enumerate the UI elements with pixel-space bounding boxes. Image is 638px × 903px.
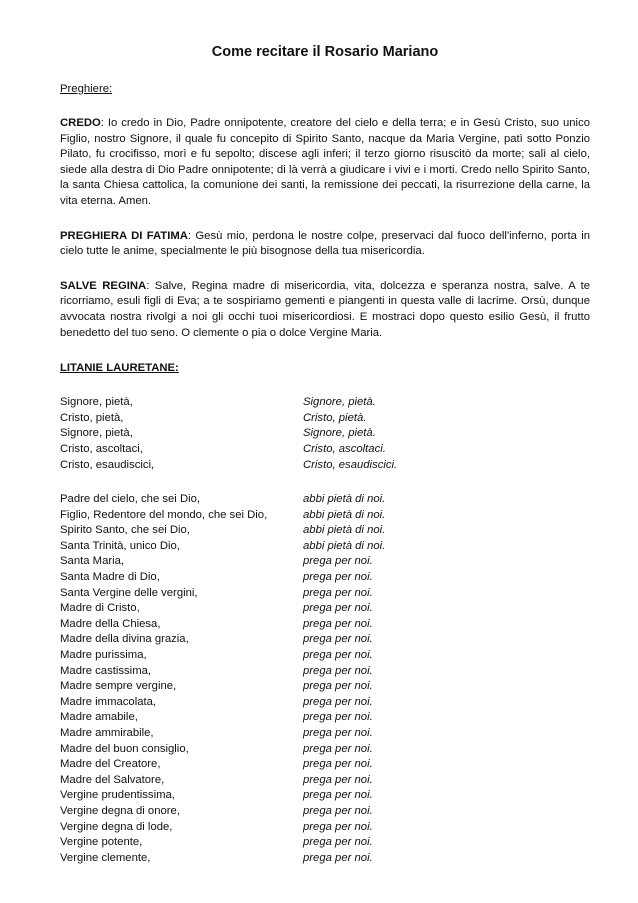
prayer-text: : Gesù mio, perdona le nostre colpe, preservaci dal fuoco dell'inferno, porta in cielo tutte le anime, specialmente le più bisognose della tua misericordia.: [60, 229, 590, 258]
litany-row: [60, 426, 590, 442]
litany-invocation: Signore, pietà,: [60, 396, 133, 409]
litany-row: [60, 710, 590, 726]
prayer-text: : Salve, Regina madre di misericordia, vita, dolcezza e speranza nostra, salve. A te ricorriamo, esuli figli di Eva; a te sospiriamo gementi e piangenti in questa valle di lacrime. Orsù, dunque avvocata nostra rivolgi a noi gli occhi tuoi misericordiosi. E mostraci dopo questo esilio Gesù, il frutto benedetto del tuo seno. O clemente o pia o dolce Vergine Maria.: [60, 279, 590, 339]
prayer-name: SALVE REGINA: [60, 279, 147, 292]
litanie-heading: LITANIE LAURETANE:: [60, 362, 179, 375]
litany-response: Signore, pietà.: [303, 427, 376, 440]
litany-row: [60, 395, 590, 411]
litany-response: prega per noi.: [303, 680, 373, 693]
litany-row: [60, 617, 590, 633]
litany-response: Cristo, pietà.: [303, 411, 367, 424]
litany-response: prega per noi.: [303, 711, 373, 724]
litany-response: prega per noi.: [303, 836, 373, 849]
litany-row: [60, 632, 590, 648]
litany-invocation: Madre ammirabile,: [60, 727, 154, 739]
litany-response: prega per noi.: [303, 555, 373, 568]
prayer-text: : Io credo in Dio, Padre onnipotente, creatore del cielo e della terra; e in Gesù Cristo, suo unico Figlio, nostro Signore, il quale fu concepito di Spirito Santo, nacque da Maria Vergine, patì sotto Ponzio Pilato, fu crocifisso, morì e fu sepolto; discese agli inferi; il terzo giorno risuscitò da morte; salì al cielo, siede alla destra di Dio Padre onnipotente; di là verrà a giudicare i vivi e i morti. Credo nello Spirito Santo, la santa Chiesa cattolica, la comunione dei santi, la remissione dei peccati, la risurrezione della carne, la vita eterna. Amen.: [60, 117, 590, 207]
litany-invocation: Cristo, esaudiscici,: [60, 458, 155, 471]
litany-group-kyrie: [60, 395, 590, 473]
litany-row: [60, 492, 590, 508]
litany-invocation: Madre del Creatore,: [60, 758, 161, 771]
litany-response: prega per noi.: [303, 758, 373, 771]
litany-invocation: Madre immacolata,: [60, 695, 157, 708]
litany-response: prega per noi.: [303, 571, 373, 584]
litany-invocation: Signore, pietà,: [60, 427, 133, 440]
litany-response: prega per noi.: [303, 617, 373, 630]
litany-invocation: Vergine degna di onore,: [60, 804, 180, 817]
litany-invocation: Madre sempre vergine,: [60, 680, 177, 693]
litany-invocation: Madre del buon consiglio,: [60, 742, 189, 755]
litany-response: prega per noi.: [303, 773, 373, 786]
litany-invocation: Spirito Santo, che sei Dio,: [60, 524, 190, 537]
litany-response: abbi pietà di noi.: [303, 493, 386, 506]
litany-row: [60, 586, 590, 602]
prayer-name: PREGHIERA DI FATIMA: [60, 229, 188, 242]
litany-response: prega per noi.: [303, 633, 373, 646]
litany-invocation: Santa Madre di Dio,: [60, 571, 160, 584]
litany-invocation: Madre amabile,: [60, 711, 138, 724]
litany-row: [60, 804, 590, 820]
litany-invocation: Madre purissima,: [60, 649, 147, 662]
litany-invocation: Santa Maria,: [60, 555, 125, 568]
litany-response: abbi pietà di noi.: [303, 539, 386, 552]
litany-response: prega per noi.: [303, 586, 373, 599]
litany-row: [60, 851, 590, 867]
prayer-credo: [60, 116, 590, 210]
litany-response: prega per noi.: [303, 742, 373, 755]
litany-invocation: Vergine clemente,: [60, 851, 151, 864]
litany-invocation: Madre di Cristo,: [60, 602, 140, 615]
litany-row: [60, 442, 590, 458]
prayer-salve-regina: [60, 279, 590, 341]
litany-response: prega per noi.: [303, 727, 373, 739]
litany-invocation: Vergine potente,: [60, 836, 143, 849]
litany-row: [60, 601, 590, 617]
litany-row: [60, 664, 590, 680]
litany-invocation: Madre della divina grazia,: [60, 633, 189, 646]
litany-row: [60, 788, 590, 804]
litany-row: [60, 835, 590, 851]
litany-invocation: Vergine prudentissima,: [60, 789, 175, 802]
litany-row: [60, 554, 590, 570]
litany-row: [60, 411, 590, 427]
litany-row: [60, 773, 590, 789]
litany-response: prega per noi.: [303, 851, 373, 864]
litany-invocation: Figlio, Redentore del mondo, che sei Dio,: [60, 508, 268, 521]
litany-row: [60, 726, 590, 742]
litany-response: prega per noi.: [303, 789, 373, 802]
litany-row: [60, 695, 590, 711]
litany-row: [60, 648, 590, 664]
litany-invocation: Cristo, ascoltaci,: [60, 442, 143, 455]
litany-row: [60, 539, 590, 555]
litany-invocation: Madre del Salvatore,: [60, 773, 165, 786]
litany-response: Cristo, esaudiscici.: [303, 458, 398, 471]
litany-row: [60, 679, 590, 695]
litany-response: abbi pietà di noi.: [303, 524, 386, 537]
litany-response: abbi pietà di noi.: [303, 508, 386, 521]
litany-response: prega per noi.: [303, 664, 373, 677]
litany-response: prega per noi.: [303, 695, 373, 708]
preghiere-heading: Preghiere:: [60, 83, 113, 95]
litany-row: [60, 458, 590, 474]
page-title: Come recitare il Rosario Mariano: [211, 44, 439, 60]
litany-invocation: Madre della Chiesa,: [60, 617, 161, 630]
litany-invocation: Santa Vergine delle vergini,: [60, 586, 198, 599]
litany-row: [60, 508, 590, 524]
litany-invocation: Padre del cielo, che sei Dio,: [60, 493, 201, 506]
litany-row: [60, 523, 590, 539]
litany-response: Signore, pietà.: [303, 396, 376, 409]
litany-invocation: Vergine degna di lode,: [60, 820, 173, 833]
litany-response: prega per noi.: [303, 602, 373, 615]
litany-invocation: Madre castissima,: [60, 664, 152, 677]
litany-row: [60, 570, 590, 586]
prayer-name: CREDO: [60, 117, 101, 129]
litany-row: [60, 757, 590, 773]
litany-invocation: Cristo, pietà,: [60, 411, 124, 424]
litany-group-invocations: [60, 492, 590, 866]
prayer-fatima: [60, 229, 590, 260]
litany-response: Cristo, ascoltaci.: [303, 442, 386, 455]
litany-row: [60, 742, 590, 758]
litany-response: prega per noi.: [303, 804, 373, 817]
litany-response: prega per noi.: [303, 820, 373, 833]
litany-response: prega per noi.: [303, 649, 373, 662]
litany-invocation: Santa Trinità, unico Dio,: [60, 539, 180, 552]
litany-row: [60, 820, 590, 836]
